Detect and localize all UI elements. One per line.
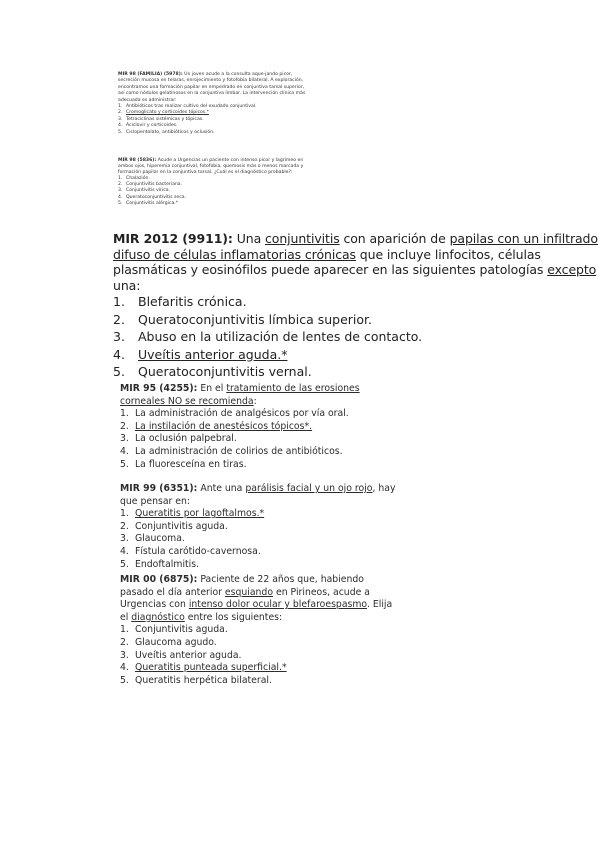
answer-list	[120, 408, 400, 471]
answer-option: 3. Conjuntivitis vírica.	[118, 188, 170, 194]
answer-option: 5. Queratoconjuntivitis vernal.	[113, 364, 312, 379]
answer-option: 1. Conjuntivitis aguda.	[120, 624, 228, 636]
answer-option: 2. Conjuntivitis aguda.	[120, 520, 228, 532]
question-text	[118, 158, 308, 176]
answer-option: 4. Fístula carótido-cavernosa.	[120, 545, 261, 557]
answer-option: 5. Ciclopentolato, antibióticos y oclusión.	[118, 129, 215, 135]
question-heading: MIR 00 (6875):	[120, 574, 198, 585]
question-heading: MIR 95 (4255):	[120, 383, 198, 394]
answer-list	[120, 624, 400, 687]
answer-option: 1. La administración de analgésicos por vía oral.	[120, 408, 349, 420]
question-text: MIR 00 (6875): Paciente de 22 años que, habiendo pasado el día anterior esquiando en Pirineos, acude a Urgencias con intenso dolor ocular y blefaroespasmo. Elija el diagnóstico entre los siguientes:	[120, 574, 393, 623]
answer-option: 5. La fluoresceína en tiras.	[120, 458, 247, 470]
answer-option: 5. Conjuntivitis alérgica.*	[118, 200, 179, 206]
answer-option: 2. Conjuntivitis bacteriana.	[118, 182, 183, 188]
answer-option: 4. Queratoconjuntivitis seca.	[118, 194, 187, 200]
question-text: MIR 2012 (9911): Una conjuntivitis con aparición de papilas con un infiltrado difuso de células inflamatorias crónicas que incluye linfocitos, células plasmáticas y eosinófilos puede aparecer en las siguientes patologías excepto una:	[113, 231, 598, 293]
question-heading: MIR 98 (FAMILIA) (5978):	[118, 72, 183, 77]
answer-option: 2. La instilación de anestésicos tópicos*.	[120, 420, 313, 432]
answer-option: 3. Tetraciclinas sistémicas y tópicas.	[118, 116, 204, 122]
question-mir99	[120, 483, 400, 571]
answer-option: 1. Blefaritis crónica.	[113, 294, 247, 309]
answer-option: 3. Glaucoma.	[120, 533, 185, 545]
answer-option: 3. Uveítis anterior aguda.	[120, 649, 242, 661]
question-mir2012	[113, 231, 598, 381]
answer-option: 4. Queratitis punteada superficial.*	[120, 662, 287, 674]
answer-option: 3. Abuso en la utilización de lentes de contacto.	[113, 329, 423, 344]
answer-option: 5. Queratitis herpética bilateral.	[120, 674, 272, 686]
answer-option: 4. La administración de colirios de antibióticos.	[120, 445, 343, 457]
answer-list	[113, 293, 598, 381]
answer-option: 5. Endoftalmitis.	[120, 558, 200, 570]
answer-list	[120, 508, 400, 571]
answer-option: 2. Cromoglicato y corticoides tópicos.*	[118, 110, 209, 116]
answer-option: 3. La oclusión palpebral.	[120, 433, 237, 445]
answer-option: 2. Glaucoma agudo.	[120, 636, 217, 648]
answer-option: 2. Queratoconjuntivitis límbica superior.	[113, 311, 372, 327]
question-text: MIR 95 (4255): En el tratamiento de las erosiones corneales NO se recomienda:	[120, 383, 360, 407]
answer-option: 4. Uveítis anterior aguda.*	[113, 346, 288, 362]
answer-option: 1. Antibióticos tras realizar cultivo del exudado conjuntival.	[118, 104, 257, 110]
question-body: Acude a Urgencias un paciente con intenso picor y lagrimeo en ambos ojos, hiperemia conjuntival, fotofobia, quemosis más o menos marcada y formación papilar en la conjuntiva tarsal. ¿Cuál es el diagnóstico probable?:	[118, 158, 304, 176]
answer-option: 1. Chalazión.	[118, 176, 150, 182]
question-text	[118, 72, 308, 104]
question-mir98-familia	[118, 72, 308, 136]
question-mir00	[120, 574, 400, 687]
question-mir98	[118, 158, 308, 207]
question-text: MIR 99 (6351): Ante una parálisis facial y un ojo rojo, hay que pensar en:	[120, 483, 396, 507]
answer-option: 1. Queratitis por lagoftalmos.*	[120, 508, 265, 520]
question-heading: MIR 2012 (9911):	[113, 231, 233, 246]
answer-option: 4. Aciclovir y corticoides.	[118, 123, 178, 129]
answer-list	[118, 104, 308, 136]
question-heading: MIR 98 (5836):	[118, 158, 157, 163]
question-body: Un joven acude a la consulta aque-jando picor, secreción mucosa en telaras, enrojecimiento y fotofobia bilateral. A exploración, encontramos una formación papilar en empedrado en conjuntiva tarsal superior, así como nódulos gelatinosos en la conjuntiva limbar. La intervención clínica más adecuada es administrar:	[118, 72, 306, 103]
question-heading: MIR 99 (6351):	[120, 483, 198, 494]
question-mir95	[120, 383, 400, 471]
answer-list	[118, 176, 308, 206]
